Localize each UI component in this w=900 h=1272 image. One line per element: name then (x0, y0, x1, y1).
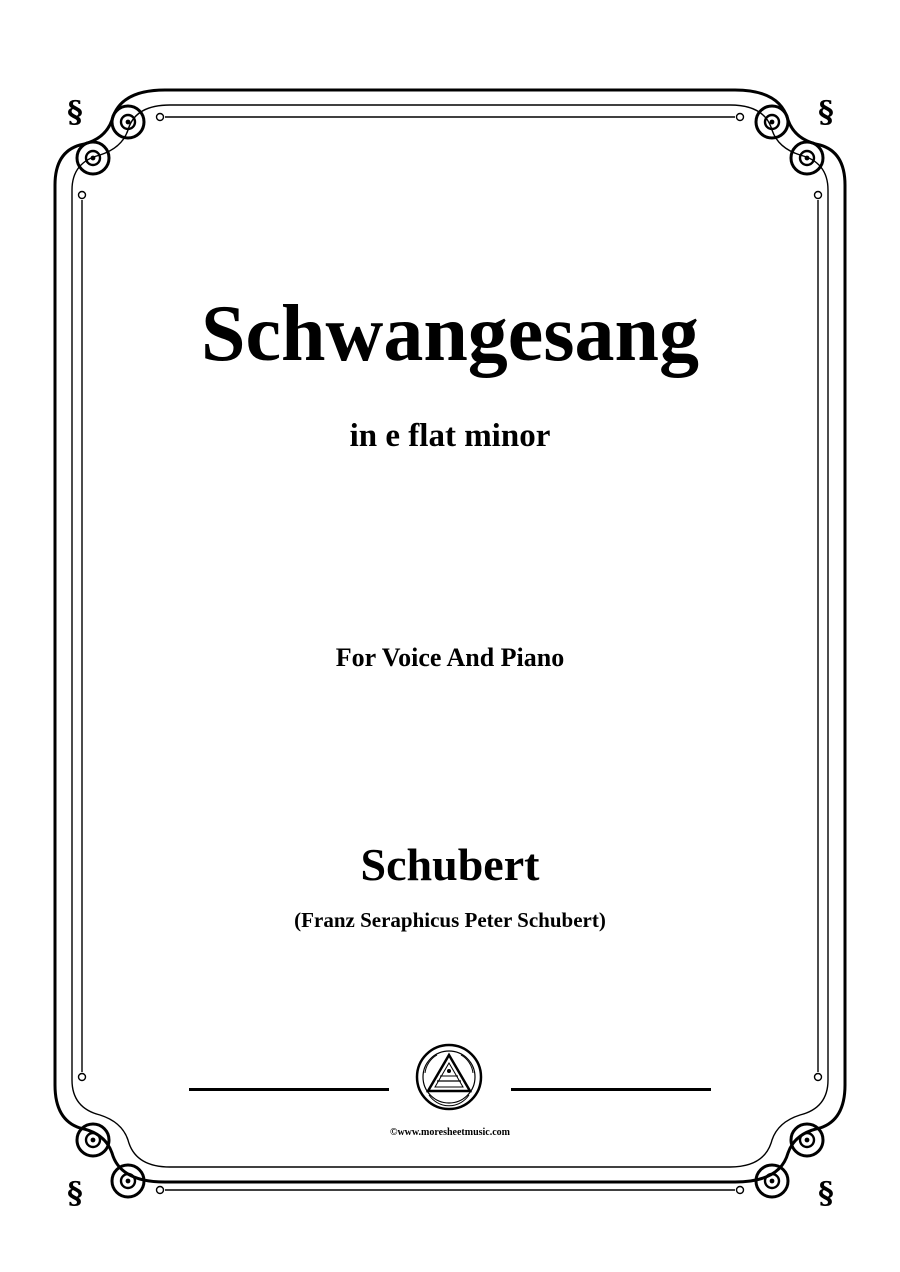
corner-ornament-bottom-right-icon: § (818, 1176, 834, 1211)
composer-name: Schubert (360, 839, 540, 890)
score-title: Schwangesang (201, 290, 699, 378)
corner-ornament-top-right-icon: § (818, 95, 834, 130)
corner-ornament-top-left-icon: § (67, 95, 83, 130)
key-signature-text: in e flat minor (349, 418, 551, 454)
publisher-seal-logo-icon (415, 1043, 483, 1111)
composer-full-name: (Franz Seraphicus Peter Schubert) (294, 908, 606, 932)
corner-ornament-bottom-left-icon: § (67, 1176, 83, 1211)
copyright-text: ©www.moresheetmusic.com (389, 1127, 511, 1138)
footer-divider-right (511, 1088, 711, 1091)
instrumentation-text: For Voice And Piano (335, 643, 565, 672)
footer-divider-left (189, 1088, 389, 1091)
corner-scroll-top-left-icon (77, 106, 144, 174)
corner-scroll-top-right-icon (756, 106, 823, 174)
